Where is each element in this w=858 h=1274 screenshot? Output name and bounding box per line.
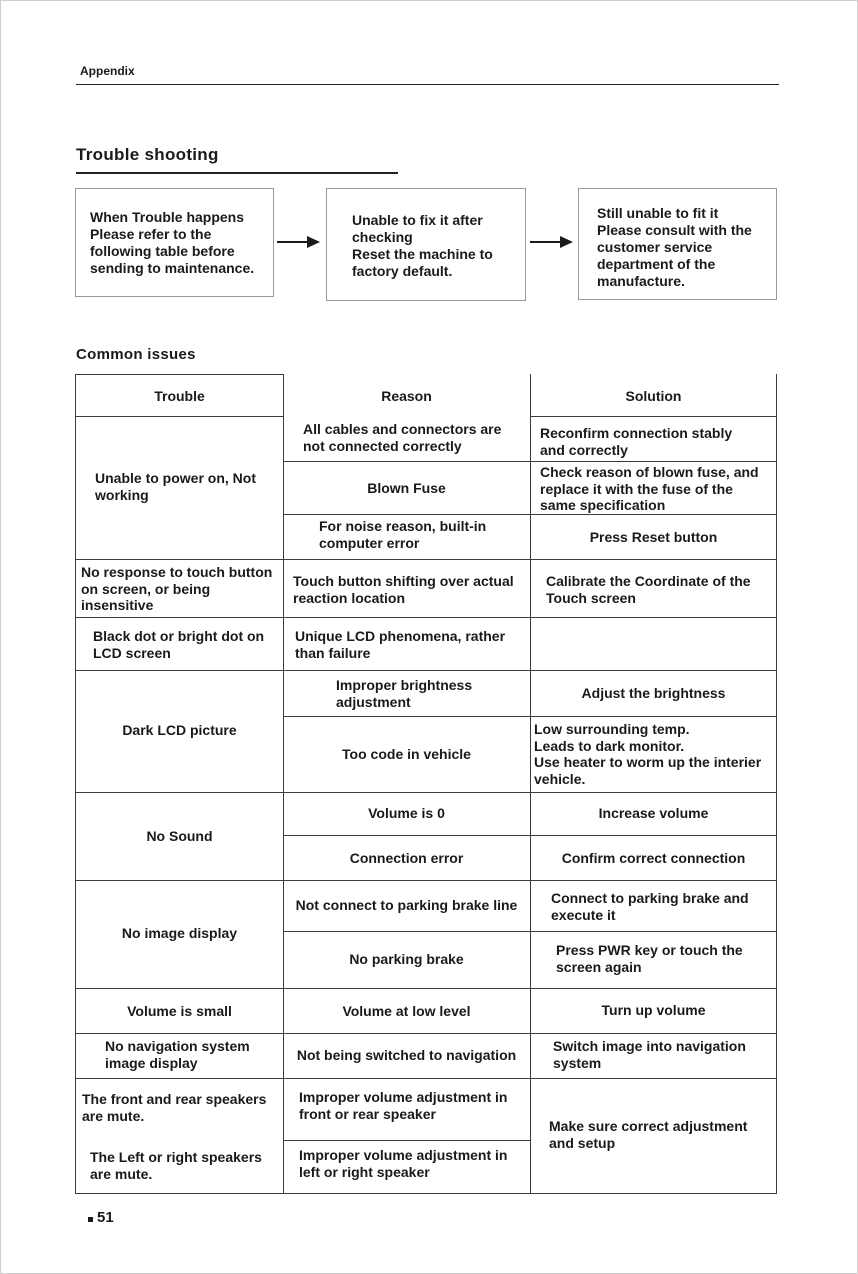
reason-cell: Too code in vehicle (342, 746, 471, 762)
reason-cell: For noise reason, built-in computer error (319, 518, 487, 551)
column-divider (283, 374, 284, 1194)
subrow-divider (283, 461, 777, 462)
trouble-cell: The front and rear speakers are mute. (82, 1091, 267, 1124)
row-divider (75, 1033, 777, 1034)
reason-cell: Volume is 0 (368, 805, 445, 821)
solution-cell: Calibrate the Coordinate of the Touch screen (546, 573, 751, 606)
section-label: Appendix (80, 64, 135, 78)
reason-cell: No parking brake (349, 951, 464, 967)
reason-cell: Improper brightness adjustment (336, 677, 473, 710)
subrow-divider (530, 416, 777, 417)
header-solution: Solution (625, 388, 682, 404)
row-divider (75, 617, 777, 618)
trouble-cell: No image display (121, 925, 238, 941)
row-divider (75, 559, 777, 560)
row-divider (75, 1078, 777, 1079)
solution-cell: Connect to parking brake and execute it (551, 890, 749, 923)
trouble-cell: No navigation system image display (105, 1038, 250, 1071)
solution-cell: Turn up volume (601, 1002, 706, 1018)
flow-step-3: Still unable to fit it Please consult with the customer service department of the manufacture. (578, 188, 777, 300)
column-divider (530, 374, 531, 1194)
table-border-bottom (75, 1193, 777, 1194)
solution-cell: Reconfirm connection stably and correctly (540, 425, 733, 458)
trouble-cell: The Left or right speakers are mute. (90, 1149, 262, 1182)
reason-cell: Volume at low level (342, 1003, 471, 1019)
reason-cell: All cables and connectors are not connected correctly (303, 421, 502, 454)
header-trouble: Trouble (154, 388, 205, 404)
trouble-cell: No response to touch button on screen, or being insensitive (81, 564, 273, 613)
row-divider (75, 416, 284, 417)
trouble-cell: No Sound (146, 828, 213, 844)
row-divider (75, 670, 777, 671)
subrow-divider (283, 1140, 530, 1141)
bullet-square-icon (88, 1217, 93, 1222)
solution-cell: Adjust the brightness (581, 685, 726, 701)
solution-cell: Low surrounding temp. Leads to dark monitor. Use heater to worm up the interier vehicle. (534, 721, 762, 787)
reason-cell: Improper volume adjustment in front or rear speaker (299, 1089, 508, 1122)
solution-cell: Press PWR key or touch the screen again (556, 942, 743, 975)
table-border-top (75, 374, 284, 375)
subrow-divider (283, 514, 777, 515)
reason-cell: Not being switched to navigation (296, 1047, 517, 1063)
reason-cell: Blown Fuse (367, 480, 446, 496)
page-number: 51 (88, 1209, 114, 1226)
trouble-cell: Volume is small (127, 1003, 232, 1019)
solution-cell: Switch image into navigation system (553, 1038, 746, 1071)
row-divider (75, 988, 777, 989)
reason-cell: Connection error (349, 850, 464, 866)
solution-cell: Increase volume (598, 805, 709, 821)
row-divider (75, 880, 777, 881)
header-reason: Reason (381, 388, 432, 404)
trouble-cell: Dark LCD picture (122, 722, 237, 738)
reason-cell: Touch button shifting over actual reaction location (293, 573, 514, 606)
table-border-left (75, 374, 76, 1194)
page-title: Trouble shooting (76, 145, 219, 164)
subrow-divider (283, 716, 777, 717)
reason-cell: Not connect to parking brake line (295, 897, 518, 913)
solution-cell: Make sure correct adjustment and setup (549, 1118, 748, 1151)
common-issues-title: Common issues (76, 346, 196, 363)
subrow-divider (283, 931, 777, 932)
row-divider (75, 792, 777, 793)
subrow-divider (283, 835, 777, 836)
table-border-right (776, 374, 777, 1194)
trouble-cell: Black dot or bright dot on LCD screen (93, 628, 265, 661)
flow-step-2: Unable to fix it after checking Reset the machine to factory default. (326, 188, 526, 301)
flow-step-1: When Trouble happens Please refer to the following table before sending to maintenance. (75, 188, 274, 297)
reason-cell: Unique LCD phenomena, rather than failure (295, 628, 506, 661)
reason-cell: Improper volume adjustment in left or right speaker (299, 1147, 508, 1180)
header-divider (76, 84, 779, 85)
arrow-right-icon (530, 235, 574, 249)
solution-cell: Confirm correct connection (561, 850, 746, 866)
trouble-cell: Unable to power on, Not working (95, 470, 256, 503)
solution-cell: Press Reset button (589, 529, 718, 545)
solution-cell: Check reason of blown fuse, and replace it with the fuse of the same specification (540, 464, 759, 513)
arrow-right-icon (277, 235, 321, 249)
title-underline (76, 172, 398, 174)
